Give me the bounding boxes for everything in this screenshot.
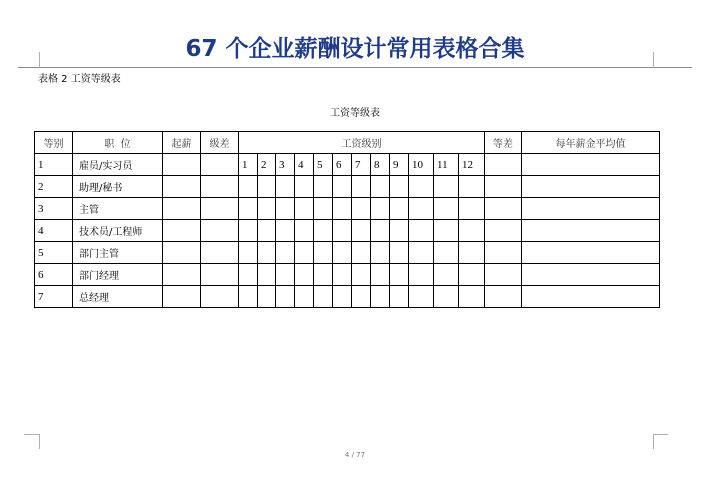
cell-level[interactable] [434, 286, 459, 308]
cell-level[interactable] [314, 198, 333, 220]
header-rule [18, 67, 692, 68]
table-header-row [35, 132, 660, 154]
cell-grade: 4 [35, 220, 73, 242]
level-label: 6 [333, 154, 352, 176]
cell-grade: 5 [35, 242, 73, 264]
cell-level[interactable] [295, 198, 314, 220]
cell-level[interactable] [390, 198, 409, 220]
table-caption: 表格 2 工资等级表 [38, 74, 121, 85]
cell-level[interactable] [434, 264, 459, 286]
cell-level[interactable] [314, 286, 333, 308]
cell-level[interactable] [276, 198, 295, 220]
cell-level[interactable] [352, 198, 371, 220]
cell-level[interactable] [434, 176, 459, 198]
cell-level[interactable] [459, 242, 485, 264]
cell-level[interactable] [409, 242, 434, 264]
cell-level[interactable] [314, 242, 333, 264]
cell-annual-avg[interactable] [522, 220, 660, 242]
cell-level[interactable] [352, 286, 371, 308]
cell-level[interactable] [434, 220, 459, 242]
cell-annual-avg[interactable] [522, 176, 660, 198]
table-row [35, 242, 660, 264]
cell-level[interactable] [371, 242, 390, 264]
cell-level[interactable] [459, 264, 485, 286]
header-salary-levels: 工资级别 [239, 132, 485, 154]
cell-grade-diff[interactable] [485, 264, 522, 286]
cell-level[interactable] [295, 264, 314, 286]
cell-level[interactable] [314, 176, 333, 198]
cell-level-diff[interactable] [201, 198, 239, 220]
cell-grade-diff[interactable] [485, 176, 522, 198]
cell-level[interactable] [333, 286, 352, 308]
cell-level[interactable] [295, 286, 314, 308]
cell-level[interactable] [434, 198, 459, 220]
cell-level-diff[interactable] [201, 286, 239, 308]
cell-grade-diff[interactable] [485, 286, 522, 308]
cell-grade-diff[interactable] [485, 154, 522, 176]
cell-level-diff[interactable] [201, 154, 239, 176]
cell-level[interactable] [352, 242, 371, 264]
cell-level[interactable] [314, 220, 333, 242]
cell-level[interactable] [390, 286, 409, 308]
cell-level[interactable] [459, 220, 485, 242]
cell-level[interactable] [295, 176, 314, 198]
cell-level-diff[interactable] [201, 242, 239, 264]
cell-annual-avg[interactable] [522, 242, 660, 264]
cell-level[interactable] [390, 264, 409, 286]
level-label: 8 [371, 154, 390, 176]
cell-starting-salary[interactable] [163, 220, 201, 242]
cell-level[interactable] [409, 198, 434, 220]
cell-level[interactable] [333, 176, 352, 198]
crop-mark-bottom-left-h [24, 434, 39, 435]
cell-level[interactable] [276, 220, 295, 242]
cell-level[interactable] [390, 242, 409, 264]
document-header-title: 67 个企业薪酬设计常用表格合集 [185, 36, 525, 62]
cell-level[interactable] [276, 176, 295, 198]
header-level-diff: 级差 [201, 132, 239, 154]
cell-level[interactable] [258, 264, 276, 286]
crop-mark-top-right [653, 52, 654, 68]
cell-position: 主管 [73, 198, 163, 220]
cell-grade: 7 [35, 286, 73, 308]
cell-level[interactable] [276, 286, 295, 308]
cell-level[interactable] [333, 242, 352, 264]
cell-grade-diff[interactable] [485, 198, 522, 220]
table-row [35, 264, 660, 286]
cell-level-diff[interactable] [201, 176, 239, 198]
table-row [35, 154, 660, 176]
cell-level[interactable] [239, 286, 258, 308]
cell-level[interactable] [239, 242, 258, 264]
cell-level[interactable] [239, 264, 258, 286]
cell-level[interactable] [258, 242, 276, 264]
cell-level[interactable] [295, 242, 314, 264]
table-title: 工资等级表 [330, 108, 380, 119]
cell-level[interactable] [352, 176, 371, 198]
cell-level[interactable] [371, 198, 390, 220]
cell-level[interactable] [409, 264, 434, 286]
header-grade: 等别 [35, 132, 73, 154]
cell-level[interactable] [333, 220, 352, 242]
cell-position: 总经理 [73, 286, 163, 308]
cell-level[interactable] [333, 198, 352, 220]
cell-level[interactable] [352, 220, 371, 242]
crop-mark-bottom-right-v [653, 434, 654, 449]
cell-grade: 3 [35, 198, 73, 220]
cell-grade-diff[interactable] [485, 220, 522, 242]
cell-annual-avg[interactable] [522, 286, 660, 308]
cell-level[interactable] [276, 242, 295, 264]
level-label: 11 [434, 154, 459, 176]
cell-position: 部门主管 [73, 242, 163, 264]
cell-annual-avg[interactable] [522, 154, 660, 176]
level-label: 12 [459, 154, 485, 176]
cell-level[interactable] [352, 264, 371, 286]
level-label: 9 [390, 154, 409, 176]
cell-level[interactable] [239, 176, 258, 198]
salary-grade-table [34, 131, 660, 308]
header-position: 职 位 [73, 132, 163, 154]
cell-starting-salary[interactable] [163, 198, 201, 220]
cell-annual-avg[interactable] [522, 264, 660, 286]
cell-level[interactable] [434, 242, 459, 264]
cell-position: 部门经理 [73, 264, 163, 286]
crop-mark-bottom-right-h [653, 434, 668, 435]
cell-level[interactable] [239, 220, 258, 242]
cell-starting-salary[interactable] [163, 286, 201, 308]
table-row [35, 198, 660, 220]
cell-annual-avg[interactable] [522, 198, 660, 220]
cell-starting-salary[interactable] [163, 264, 201, 286]
table-row [35, 220, 660, 242]
header-starting-salary: 起薪 [163, 132, 201, 154]
level-label: 3 [276, 154, 295, 176]
cell-grade: 2 [35, 176, 73, 198]
level-label: 10 [409, 154, 434, 176]
cell-level[interactable] [258, 176, 276, 198]
cell-grade: 6 [35, 264, 73, 286]
cell-grade: 1 [35, 154, 73, 176]
cell-level[interactable] [390, 220, 409, 242]
cell-level[interactable] [314, 264, 333, 286]
cell-level[interactable] [459, 286, 485, 308]
cell-level[interactable] [459, 176, 485, 198]
level-label: 4 [295, 154, 314, 176]
cell-level[interactable] [371, 220, 390, 242]
level-label: 2 [258, 154, 276, 176]
cell-level[interactable] [371, 286, 390, 308]
cell-level[interactable] [371, 176, 390, 198]
cell-level[interactable] [409, 176, 434, 198]
header-annual-avg: 每年薪金平均值 [522, 132, 660, 154]
cell-level[interactable] [276, 264, 295, 286]
cell-level[interactable] [333, 264, 352, 286]
level-label: 1 [239, 154, 258, 176]
cell-level-diff[interactable] [201, 264, 239, 286]
table-row [35, 176, 660, 198]
cell-level[interactable] [258, 220, 276, 242]
cell-level[interactable] [459, 198, 485, 220]
cell-position: 助理/秘书 [73, 176, 163, 198]
cell-position: 雇员/实习员 [73, 154, 163, 176]
level-label: 5 [314, 154, 333, 176]
cell-level[interactable] [295, 220, 314, 242]
cell-level[interactable] [258, 198, 276, 220]
header-grade-diff: 等差 [485, 132, 522, 154]
crop-mark-bottom-left-v [39, 434, 40, 449]
cell-level[interactable] [409, 286, 434, 308]
cell-starting-salary[interactable] [163, 242, 201, 264]
cell-grade-diff[interactable] [485, 242, 522, 264]
table-row [35, 286, 660, 308]
cell-level[interactable] [258, 286, 276, 308]
level-label: 7 [352, 154, 371, 176]
cell-level[interactable] [409, 220, 434, 242]
cell-position: 技术员/工程师 [73, 220, 163, 242]
cell-level-diff[interactable] [201, 220, 239, 242]
cell-level[interactable] [371, 264, 390, 286]
cell-starting-salary[interactable] [163, 154, 201, 176]
crop-mark-top-left [39, 52, 40, 68]
page-number: 4 / 77 [344, 451, 366, 459]
cell-level[interactable] [239, 198, 258, 220]
cell-level[interactable] [390, 176, 409, 198]
cell-starting-salary[interactable] [163, 176, 201, 198]
